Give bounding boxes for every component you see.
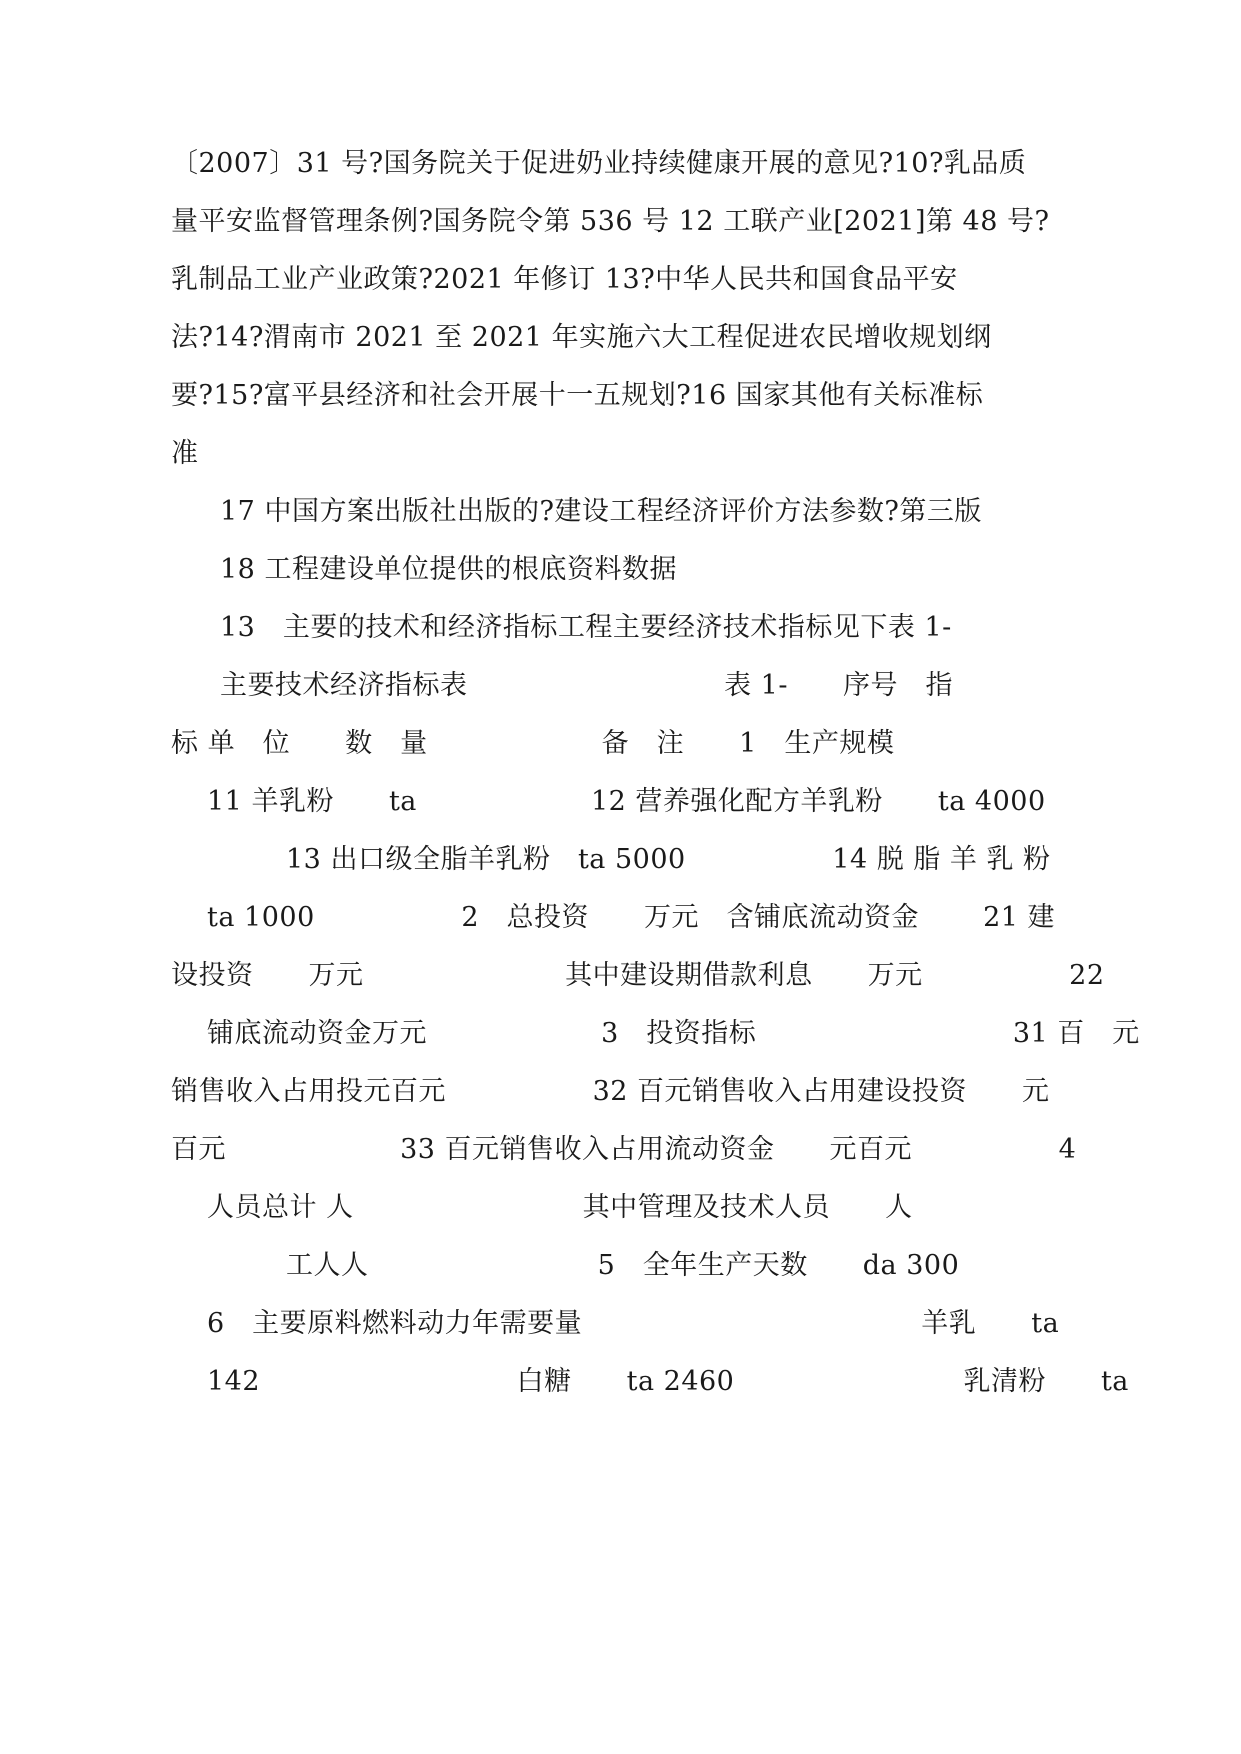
text-line-10: 主要技术经济指标表 表 1- 序号 指	[220, 670, 953, 701]
text-line-20: 工人人 5 全年生产天数 da 300	[286, 1250, 960, 1281]
text-line-4: 法?14?渭南市 2021 至 2021 年实施六大工程促进农民增收规划纲	[171, 322, 992, 353]
text-line-17: 销售收入占用投元百元 32 百元销售收入占用建设投资 元	[171, 1076, 1050, 1107]
text-line-22: 142 白糖 ta 2460 乳清粉 ta	[207, 1366, 1129, 1397]
text-line-2: 量平安监督管理条例?国务院令第 536 号 12 工联产业[2021]第 48 号?	[171, 206, 1050, 237]
text-line-14: ta 1000 2 总投资 万元 含铺底流动资金 21 建	[207, 902, 1056, 933]
text-line-1: 〔2007〕31 号?国务院关于促进奶业持续健康开展的意见?10?乳品质	[171, 148, 1027, 179]
text-line-16: 铺底流动资金万元 3 投资指标 31 百 元	[207, 1018, 1140, 1049]
text-line-5: 要?15?富平县经济和社会开展十一五规划?16 国家其他有关标准标	[171, 380, 984, 411]
text-line-11: 标 单 位 数 量 备 注 1 生产规模	[171, 728, 895, 759]
text-line-13: 13 出口级全脂羊乳粉 ta 5000 14 脱 脂 羊 乳 粉	[286, 844, 1051, 875]
text-line-12: 11 羊乳粉 ta 12 营养强化配方羊乳粉 ta 4000	[207, 786, 1046, 817]
text-line-19: 人员总计 人 其中管理及技术人员 人	[207, 1192, 913, 1223]
text-line-7: 17 中国方案出版社出版的?建设工程经济评价方法参数?第三版	[220, 496, 982, 527]
text-line-9: 13 主要的技术和经济指标工程主要经济技术指标见下表 1-	[220, 612, 952, 643]
text-line-18: 百元 33 百元销售收入占用流动资金 元百元 4	[171, 1134, 1077, 1165]
text-line-8: 18 工程建设单位提供的根底资料数据	[220, 554, 677, 585]
text-line-6: 准	[171, 438, 199, 469]
text-line-15: 设投资 万元 其中建设期借款利息 万元 22	[171, 960, 1105, 991]
text-line-3: 乳制品工业产业政策?2021 年修订 13?中华人民共和国食品平安	[171, 264, 958, 295]
text-line-21: 6 主要原料燃料动力年需要量 羊乳 ta	[207, 1308, 1060, 1339]
